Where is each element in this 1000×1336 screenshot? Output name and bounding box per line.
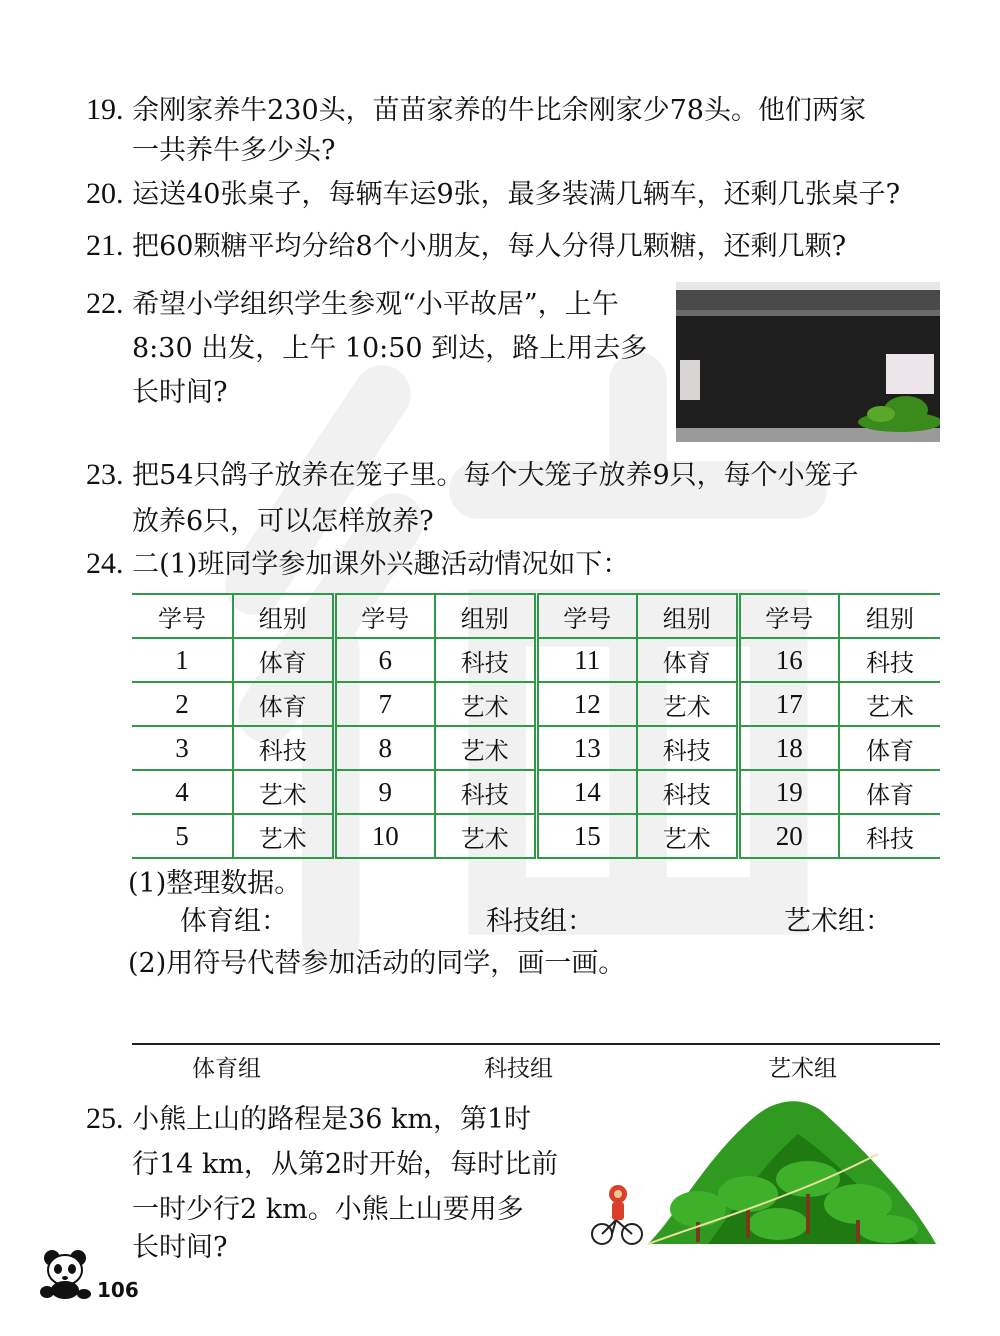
table-header-group: 组别 <box>435 594 536 638</box>
table-header-group: 组别 <box>233 594 334 638</box>
student-id: 16 <box>738 638 839 682</box>
question-24 <box>86 544 629 585</box>
student-group: 艺术 <box>233 814 334 858</box>
student-group: 科技 <box>637 726 738 770</box>
mountain-illustration <box>588 1094 940 1254</box>
sports-count-label: 体育组： <box>180 906 288 937</box>
table-row <box>132 814 940 858</box>
student-id: 17 <box>738 682 839 726</box>
question-21 <box>86 226 846 267</box>
student-group: 科技 <box>637 770 738 814</box>
question-number: 25. <box>86 1102 124 1135</box>
activity-table <box>132 593 940 859</box>
student-group: 艺术 <box>435 682 536 726</box>
student-id: 19 <box>738 770 839 814</box>
part-2-label: (2)用符号代替参加活动的同学，画一画。 <box>128 948 626 979</box>
student-group: 艺术 <box>233 770 334 814</box>
table-header-group: 组别 <box>839 594 940 638</box>
student-id: 4 <box>132 770 233 814</box>
question-text: 行14 km，从第2时开始，每时比前 <box>132 1149 559 1180</box>
table-header-id: 学号 <box>334 594 435 638</box>
student-group: 体育 <box>637 638 738 682</box>
student-id: 14 <box>536 770 637 814</box>
student-id: 6 <box>334 638 435 682</box>
group-label-tech: 科技组 <box>484 1056 553 1082</box>
question-text: 小熊上山的路程是36 km，第1时 <box>132 1104 532 1135</box>
question-19 <box>86 90 866 171</box>
student-id: 13 <box>536 726 637 770</box>
question-text: 长时间? <box>132 377 228 408</box>
question-number: 20. <box>86 177 124 210</box>
question-text: 余刚家养牛230头，苗苗家养的牛比余刚家少78头。他们两家 <box>132 95 866 126</box>
part-1-label: (1)整理数据。 <box>128 868 302 899</box>
question-text: 二(1)班同学参加课外兴趣活动情况如下： <box>132 549 630 580</box>
drawing-baseline <box>132 1043 940 1045</box>
student-id: 20 <box>738 814 839 858</box>
group-label-art: 艺术组 <box>768 1056 837 1082</box>
table-header-group: 组别 <box>637 594 738 638</box>
student-id: 1 <box>132 638 233 682</box>
student-group: 艺术 <box>839 682 940 726</box>
question-text: 运送40张桌子，每辆车运9张，最多装满几辆车，还剩几张桌子? <box>132 179 901 210</box>
question-22 <box>86 282 647 415</box>
question-number: 19. <box>86 93 124 126</box>
student-group: 体育 <box>839 726 940 770</box>
question-number: 23. <box>86 458 124 491</box>
page-number: 106 <box>97 1278 139 1302</box>
table-row <box>132 770 940 814</box>
table-row <box>132 682 940 726</box>
cyclist-icon <box>592 1185 642 1244</box>
student-group: 科技 <box>839 814 940 858</box>
question-text: 把54只鸽子放养在笼子里。每个大笼子放养9只，每个小笼子 <box>132 460 859 491</box>
student-group: 艺术 <box>435 814 536 858</box>
tech-count-label: 科技组： <box>486 906 594 937</box>
student-id: 12 <box>536 682 637 726</box>
panda-icon <box>38 1248 96 1300</box>
student-id: 5 <box>132 814 233 858</box>
table-row <box>132 726 940 770</box>
residence-photo <box>676 282 940 442</box>
table-header-id: 学号 <box>738 594 839 638</box>
question-23 <box>86 452 859 545</box>
student-id: 3 <box>132 726 233 770</box>
table-row <box>132 638 940 682</box>
question-number: 22. <box>86 287 124 320</box>
student-id: 7 <box>334 682 435 726</box>
student-group: 科技 <box>435 770 536 814</box>
student-id: 10 <box>334 814 435 858</box>
question-text: 放养6只，可以怎样放养? <box>132 506 434 537</box>
question-20 <box>86 174 900 215</box>
student-id: 9 <box>334 770 435 814</box>
question-text: 8:30 出发，上午 10:50 到达，路上用去多 <box>132 333 648 364</box>
student-group: 体育 <box>233 682 334 726</box>
table-header-id: 学号 <box>132 594 233 638</box>
question-text: 一共养牛多少头? <box>132 135 336 166</box>
student-id: 8 <box>334 726 435 770</box>
student-group: 体育 <box>233 638 334 682</box>
question-text: 长时间? <box>132 1232 228 1263</box>
table-header-id: 学号 <box>536 594 637 638</box>
student-group: 艺术 <box>637 682 738 726</box>
student-id: 15 <box>536 814 637 858</box>
student-id: 18 <box>738 726 839 770</box>
student-id: 2 <box>132 682 233 726</box>
student-group: 科技 <box>233 726 334 770</box>
question-number: 24. <box>86 547 124 580</box>
question-text: 一时少行2 km。小熊上山要用多 <box>132 1194 524 1225</box>
question-number: 21. <box>86 229 124 262</box>
group-label-sports: 体育组 <box>192 1056 261 1082</box>
question-text: 把60颗糖平均分给8个小朋友，每人分得几颗糖，还剩几颗? <box>132 231 847 262</box>
student-group: 艺术 <box>435 726 536 770</box>
table-header-row <box>132 594 940 638</box>
question-text: 希望小学组织学生参观“小平故居”，上午 <box>132 289 619 320</box>
student-id: 11 <box>536 638 637 682</box>
question-25 <box>86 1096 558 1264</box>
student-group: 体育 <box>839 770 940 814</box>
student-group: 艺术 <box>637 814 738 858</box>
art-count-label: 艺术组： <box>784 906 892 937</box>
student-group: 科技 <box>839 638 940 682</box>
student-group: 科技 <box>435 638 536 682</box>
